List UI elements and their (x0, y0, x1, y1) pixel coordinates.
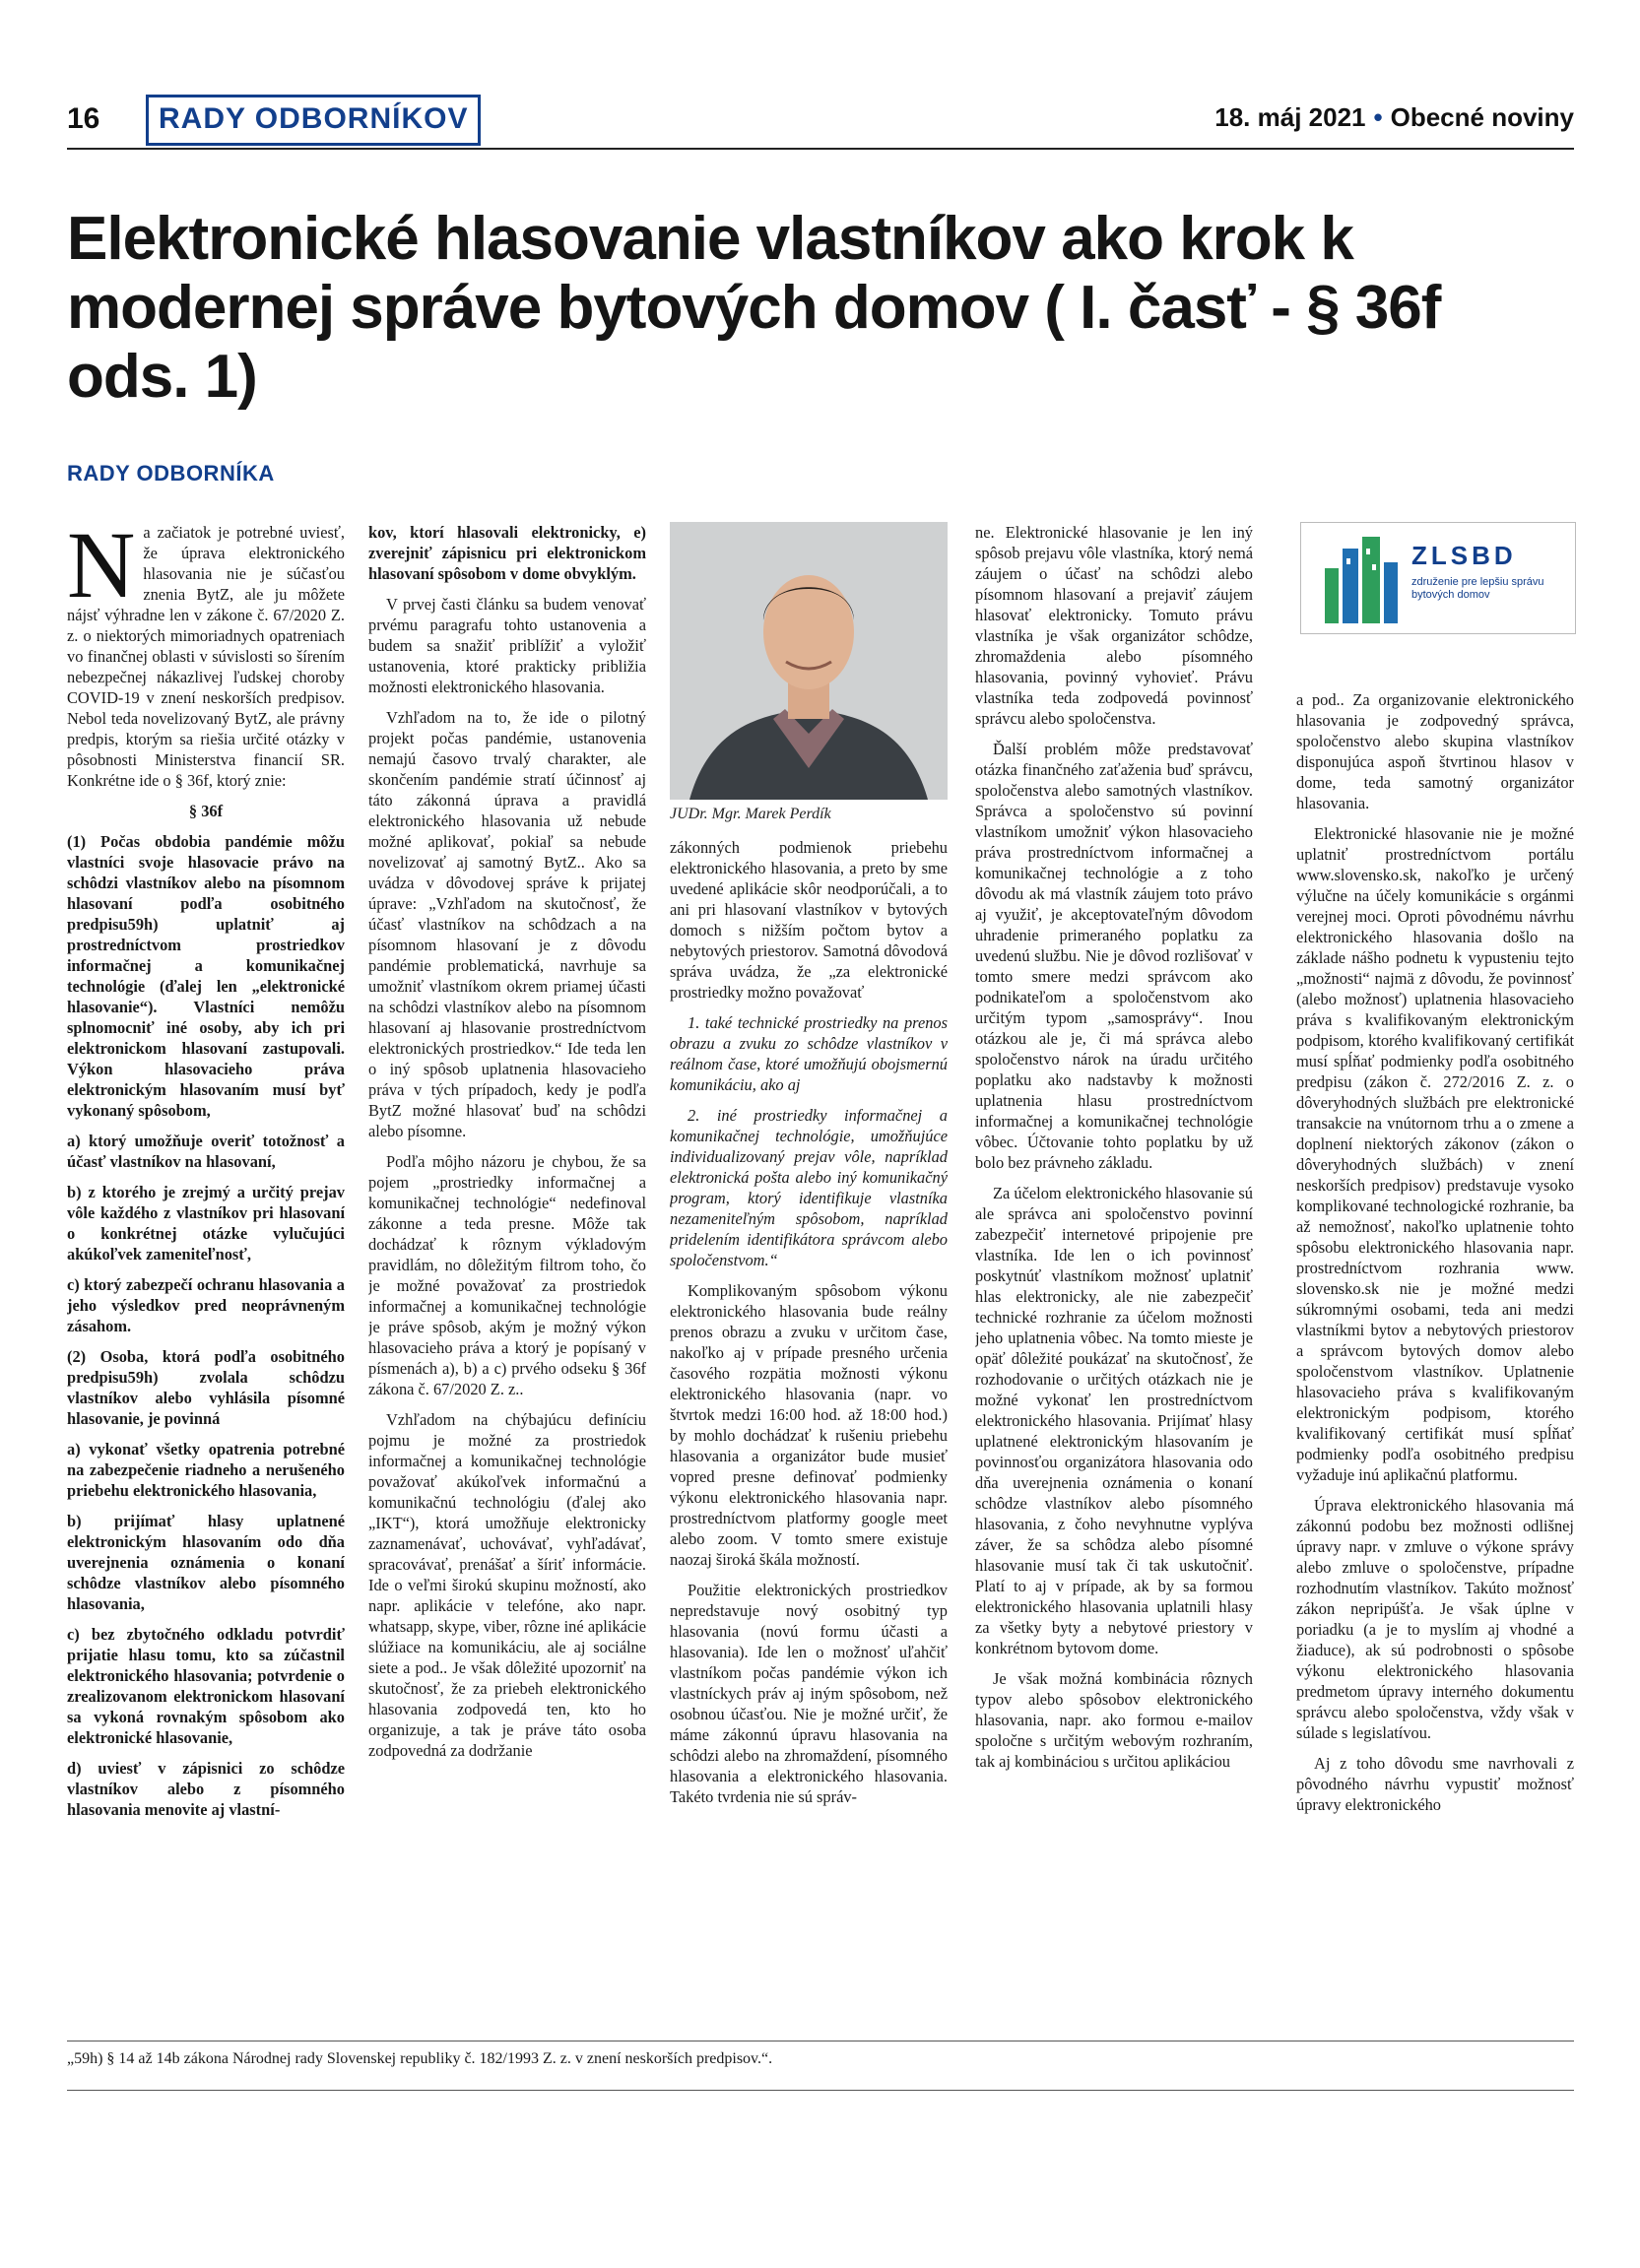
section-mark: § 36f (188, 802, 224, 820)
paragraph: Aj z toho dôvodu sme navrhovali z pôvodného návrhu vypustiť možnosť úpravy elektronického (1296, 1754, 1574, 1814)
drop-cap: N (67, 522, 136, 617)
paragraph: a) vykonať všetky opatrenia potrebné na zabezpečenie riadneho a nerušeného priebehu elektronického hlasovania, (67, 1440, 345, 1500)
paragraph: Vzhľadom na to, že ide o pilotný projekt počas pandémie, ustanovenia nemajú časovo trvalý charakter, ale skončením pandémie stratí účinnosť aj táto zákonná úprava a pravidlá elektronického hlasovania už nebude možné aplikovať, pokiaľ sa nebude novelizovať aj samotný BytZ.. Ako sa uvádza v dôvodovej správe k prijatej úprave: „Vzhľadom na skutočnosť, že účasť vlastníkov na schôdzach a na písomnom hlasovaní je z dôvodu pandémie problematická, navrhuje sa umožniť vlastníkom okrem priamej účasti na schôdzi vlastníkov alebo na písomnom hlasovaní aj hlasovanie prostredníctvom elektronických prostriedkov.“ Ide teda len o iný spôsob uplatnenia hlasovacieho práva v tých prípadoch, kedy je podľa BytZ možné hlasovať buď na schôdzi alebo písomne. (368, 708, 646, 1140)
footnote: „59h) § 14 až 14b zákona Národnej rady Slovenskej republiky č. 182/1993 Z. z. v znení neskorších predpisov.“. (67, 2050, 773, 2067)
paragraph: Ďalší problém môže predstavovať otázka finančného zaťaženia buď správcu, spoločenstva alebo samotných vlastníkov. Správca a spoločenstvo sú povinní vlastníkom umožniť výkon hlasovacieho práva prostredníctvom informačnej a komunikačnej technológie a z toho dôvodu ak má vlastník záujem toto právo aj využiť, je akceptovateľným dôvodom uhradenie primeraného poplatku za uvedenú službu. Nie je dôvod rozlišovať v tomto smere medzi správcom ako podnikateľom a spoločenstvom ako určitým typom „samosprávy“. Inou otázkou ale je, či má správca alebo spoločenstvo nárok na úradu určitého poplatku ako nadstavby k možnosti uplatnenia hlasu prostredníctvom informačnej a komunikačnej technológie vôbec. Účtovanie tohto poplatku by už bolo bez právneho základu. (975, 740, 1253, 1172)
article-kicker: RADY ODBORNÍKA (67, 461, 275, 486)
paragraph: Vzhľadom na chýbajúcu definíciu pojmu je možné za prostriedok informačnej a komunikačnej technológie považovať akúkoľvek informačnú a komunikačnú technológiu (ďalej ako „IKT“), ktorá umožňuje elektronicky zaznamenávať, uchovávať, vyhľadávať, spracovávať, prenášať a šíriť informácie. Ide o veľmi širokú skupinu možností, ako napr. aplikácie v telefóne, ako napr. whatsapp, skype, viber, rôzne iné aplikácie slúžiace na komunikáciu, ale aj sociálne siete a pod.. Je však dôležité upozorniť na skutočnosť, že za priebeh elektronického hlasovania zodpovedá ten, kto ho organizuje, a tak je práve táto osoba zodpovedná za dodržanie (368, 1410, 646, 1760)
page-number: 16 (67, 102, 100, 135)
paragraph: Použitie elektronických prostriedkov nepredstavuje nový osobitný typ hlasovania (novú formu účasti a hlasovania). Ide len o možnosť uľahčiť vlastníkom počas pandémie výkon ich vlastníckych práv aj iným spôsobom, než osobnou účasťou. Nie je možné určiť, že máme zákonnú úpravu hlasovania na schôdzi alebo na zhromaždení, písomného hlasovania a elektronického hlasovania. Takéto tvrdenia nie sú správ- (670, 1581, 948, 1806)
author-photo (670, 522, 948, 800)
publication-name: Obecné noviny (1390, 102, 1574, 132)
paragraph: 1. také technické prostriedky na prenos obrazu a zvuku zo schôdze vlastníkov v reálnom čase, ktoré umožňujú obojsmernú komunikáciu, ako aj (670, 1013, 948, 1094)
author-portrait-image (670, 522, 948, 800)
zlsbd-logo (1300, 522, 1576, 634)
logo-subtitle: združenie pre lepšiu správu bytových domov (1411, 576, 1544, 601)
column-4 (975, 522, 1253, 2039)
paragraph: Podľa môjho názoru je chybou, že sa pojem „prostriedky informačnej a komunikačnej technológie“ nedefinoval zákonne a teda presne. Môže tak dochádzať k rôznym výkladovým pravidlám, no dôležitým filtrom toho, čo je možné považovať za prostriedok informačnej a komunikačnej technológie je práve spôsob, akým je možný výkon hlasovacieho práva a ktorý je popísaný v písmenách a), b) a c) prvého odseku § 36f zákona č. 67/2020 Z. z.. (368, 1152, 646, 1398)
paragraph: a pod.. Za organizovanie elektronického hlasovania je zodpovedný správca, spoločenstvo alebo skupina vlastníkov disponujúca aspoň štvrtinou hlasov v dome, teda samotný organizátor hlasovania. (1296, 690, 1574, 812)
page-header (67, 95, 1574, 146)
paragraph: Komplikovaným spôsobom výkonu elektronického hlasovania bude reálny prenos obrazu a zvuku v určitom čase, nakoľko aj v prípade presného určenia časového rozpätia možnosti výkonu elektronického hlasovania (napr. vo štvrtok medzi 16:00 hod. až 18:00 hod.) by mohlo dochádzať k rušeniu priebehu hlasovania a organizátor bude musieť vopred presne definovať podmienky výkonu elektronického hlasovania napr. prostredníctvom platformy google meet alebo zoom. V tomto smere existuje naozaj široká škála možností. (670, 1281, 948, 1569)
paragraph: d) uviesť v zápisnici zo schôdze vlastníkov alebo z písomného hlasovania menovite aj vlastní- (67, 1759, 345, 1819)
column-5 (1296, 689, 1574, 2039)
paragraph: b) prijímať hlasy uplatnené elektronickým hlasovaním odo dňa uverejnenia oznámenia o konaní schôdze vlastníkov alebo písomného hlasovania, (67, 1512, 345, 1613)
paragraph: (1) Počas obdobia pandémie môžu vlastníci svoje hlasovacie právo na schôdzi vlastníkov alebo na písomnom hlasovaní podľa osobitného predpisu59h) uplatniť aj prostredníctvom prostriedkov informačnej a komunikačnej technológie (ďalej len „elektronické hlasovanie“). Vlastníci nemôžu splnomocniť iné osoby, aby ich pri elektronickom hlasovaní zastupovali. Výkon hlasovacieho práva elektronickým hlasovaním musí byť vykonaný spôsobom, (67, 832, 345, 1120)
paragraph: a začiatok je potrebné uviesť, že úprava elektronického hlasovania nie je súčasťou znenia BytZ, ale ju môžete nájsť výhradne len v zákone č. 67/2020 Z. z. o niektorých mimoriadnych opatreniach vo finančnej oblasti v súvislosti so šírením nebezpečnej nákazlivej ľudskej choroby COVID-19 v znení neskorších predpisov. Nebol teda novelizovaný BytZ, ale právny predpis, ktorým sa riešia určité otázky v pôsobnosti Ministerstva financií SR. Konkrétne ide o § 36f, ktorý znie: (67, 523, 345, 790)
article-headline: Elektronické hlasovanie vlastníkov ako krok k modernej správe bytových domov ( I. časť - § 36f ods. 1) (67, 205, 1441, 411)
paragraph: Úprava elektronického hlasovania má zákonnú podobu bez možnosti odlišnej úpravy napr. v zmluve o výkone správy alebo zmluve o spoločenstve, prípadne rozhodnutím vlastníkov. Takúto možnosť zákon nepripúšťa. Je však úplne v poriadku (a je to myslím aj vhodné a žiaduce), ak sú podrobnosti o spôsobe výkonu elektronického hlasovania predmetom úpravy interného dokumentu správcu alebo spoločenstva, vždy však v súlade s legislatívou. (1296, 1496, 1574, 1742)
paragraph: kov, ktorí hlasovali elektronicky, e) zverejniť zápisnicu pri elektronickom hlasovaní spôsobom v dome obvyklým. (368, 523, 646, 583)
building-logo-icon (1311, 529, 1410, 627)
paragraph: (2) Osoba, ktorá podľa osobitného predpisu59h) zvolala schôdzu vlastníkov alebo vyhlásila písomné hlasovanie, je povinná (67, 1347, 345, 1428)
column-1 (67, 522, 345, 2039)
paragraph: b) z ktorého je zrejmý a určitý prejav vôle každého z vlastníkov pri hlasovaní o konkrétnej otázke vylučujúci akúkoľvek zameniteľnosť, (67, 1183, 345, 1264)
bottom-rule (67, 2090, 1574, 2091)
logo-name: ZLSBD (1411, 541, 1517, 570)
paragraph: c) ktorý zabezpečí ochranu hlasovania a jeho výsledkov pred neoprávneným zásahom. (67, 1275, 345, 1335)
paragraph: Elektronické hlasovanie nie je možné uplatniť prostredníctvom portálu www.slovensko.sk, nakoľko je určený výlučne na účely komunikácie s orgánmi verejnej moci. Oproti pôvodnému návrhu elektronického hlasovania došlo na základe nášho podnetu k vypusteniu tejto „možnosti“ najmä z dôvodu, že povinnosť (alebo možnosť) uplatnenia hlasovacieho práva s kvalifikovaným elektronickým podpisom, ktorého kvalifikovaný certifikát musí spĺňať podmienky podľa osobitného predpisu (zákon č. 272/2016 Z. z. o dôveryhodných službách pre elektronické transakcie na vnútornom trhu a o zmene a doplnení niektorých zákonov (zákon o dôveryhodných službách) v znení neskorších predpisov) predstavuje vysoko komplikované technologické rozhranie, ba až nemožnosť, nakoľko uplatnenie tohto spôsobu elektronického hlasovania napr. prostredníctvom rozhrania www. slovensko.sk nie je možné medzi súkromnými osobami, teda ani medzi vlastníkmi bytov a nebytových priestorov a správcom bytových domov alebo spoločenstvom vlastníkov. Uplatnenie hlasovacieho práva s kvalifikovaným elektronickým podpisom, ktorého kvalifikovaný certifikát musí spĺňať podmienky podľa osobitného predpisu vyžaduje inú aplikačnú platformu. (1296, 824, 1574, 1484)
separator-dot: • (1373, 102, 1383, 132)
paragraph: 2. iné prostriedky informačnej a komunikačnej technológie, umožňujúce individualizovaný prejav vôle, napríklad elektronická pošta alebo iný komunikačný program, ktorý identifikuje vlastníka nezameniteľným spôsobom, napríklad pridelením identifikátora správcom alebo spoločenstvom.“ (670, 1106, 948, 1269)
photo-caption: JUDr. Mgr. Marek Perdík (670, 806, 831, 822)
paragraph: ne. Elektronické hlasovanie je len iný spôsob prejavu vôle vlastníka, ktorý nemá záujem o účasť na schôdzi alebo písomnom hlasovaní a prejaviť záujem hlasovať elektronicky. Tomuto právu vlastníka je však organizátor schôdze, zhromaždenia alebo písomného hlasovania, povinný vyhovieť. Právu vlastníka teda zodpovedá povinnosť správcu alebo spoločenstva. (975, 523, 1253, 728)
paragraph: a) ktorý umožňuje overiť totožnosť a účasť vlastníkov na hlasovaní, (67, 1132, 345, 1171)
column-2 (368, 522, 646, 2039)
issue-date: 18. máj 2021 (1214, 102, 1366, 132)
paragraph: Za účelom elektronického hlasovanie sú ale správca ani spoločenstvo povinní zabezpečiť internetové pripojenie pre vlastníka. Ide len o ich povinnosť poskytnúť vlastníkom možnosť uplatniť hlas elektronicky, ale nie zabezpečiť technické rozhranie za účelom možnosti jeho uplatnenia vôbec. Na tomto mieste je opäť dôležité poukázať na skutočnosť, že rozhodovanie o určitých otázkach nie je možné vykonať len prostredníctvom elektronického hlasovania. Prijímať hlasy uplatnené elektronickým hlasovaním je povinnosťou organizátora hlasovania odo dňa uverejnenia oznámenia o konaní schôdze vlastníkov alebo písomného hlasovania, z čoho nevyhnutne vyplýva záver, že sa schôdza alebo písomné hlasovanie musí tak či tak uskutočniť. Platí to aj v prípade, ak by sa formou elektronického hlasovania uplatnili hlasy za všetky byty a nebytové priestory v konkrétnom bytovom dome. (975, 1184, 1253, 1657)
paragraph: zákonných podmienok priebehu elektronického hlasovania, a preto by sme uvedené aplikácie skôr neodporúčali, a to ani pri hlasovaní vlastníkov v bytových domoch s nižším počtom bytov a nebytových priestorov. Samotná dôvodová správa uvádza, že „za elektronické prostriedky možno považovať (670, 838, 948, 1002)
column-3 (670, 837, 948, 2039)
section-label: RADY ODBORNÍKOV (146, 95, 481, 146)
paragraph: c) bez zbytočného odkladu potvrdiť prijatie hlasu tomu, kto sa zúčastnil elektronického hlasovania; potvrdenie o zrealizovanom elektronickom hlasovaní sa vykoná rovnakým spôsobom ako elektronické hlasovanie, (67, 1625, 345, 1747)
paragraph: V prvej časti článku sa budem venovať prvému paragrafu tohto ustanovenia a budem sa snažiť priblížiť a vyložiť ustanovenia, ktoré prakticky približia možnosti elektronického hlasovania. (368, 595, 646, 696)
paragraph: Je však možná kombinácia rôznych typov alebo spôsobov elektronického hlasovania, napr. ako formou e-mailov spoločne s určitým webovým rozhraním, tak aj kombináciou s určitou aplikáciou (975, 1669, 1253, 1771)
issue-info (1214, 102, 1574, 133)
header-rule (67, 148, 1574, 150)
